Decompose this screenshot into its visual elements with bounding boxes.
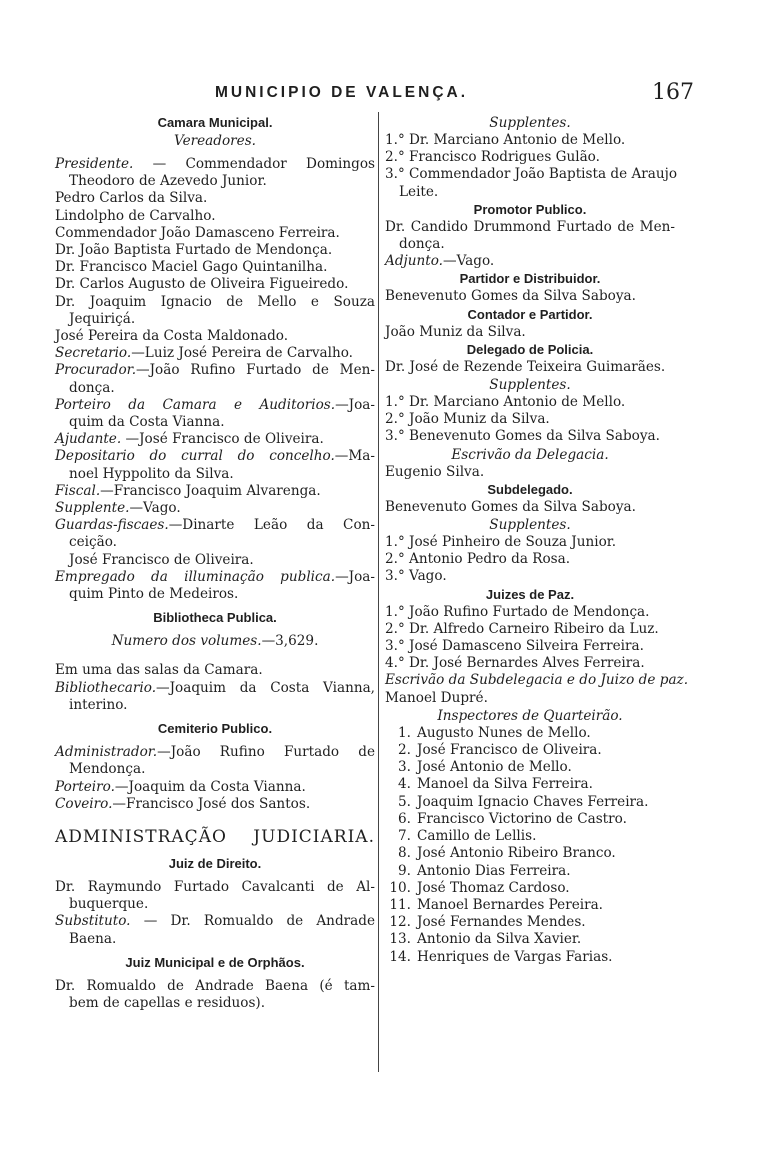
escrivao-juizo-heading: Escrivão da Subdelegacia e do Juizo de paz. xyxy=(385,672,689,689)
supplente-line: Supplente.—Vago. xyxy=(55,500,181,517)
escrivao-delegacia-name: Eugenio Silva. xyxy=(385,463,485,480)
camara-heading: Camara Municipal. xyxy=(157,115,273,130)
member-6-cont: Jequiriçá. xyxy=(69,310,136,327)
juiz-municipal-cont: bem de capellas e residuos). xyxy=(69,994,266,1011)
column-divider xyxy=(378,112,379,1072)
delegado-heading: Delegado de Policia. xyxy=(466,341,594,357)
member-0: Pedro Carlos da Silva. xyxy=(55,190,208,207)
inspector-11: 11. Manoel Bernardes Pereira. xyxy=(389,896,604,913)
subdelegado-supplente-2: 2.° Antonio Pedro da Rosa. xyxy=(385,551,571,568)
bibliotheca-location: Em uma das salas da Camara. xyxy=(55,662,263,679)
juiz-paz-4: 4.° Dr. José Bernardes Alves Ferreira. xyxy=(385,655,645,672)
member-6: Dr. Joaquim Ignacio de Mello e Souza xyxy=(55,293,375,310)
subdelegado-name: Benevenuto Gomes da Silva Saboya. xyxy=(385,498,636,515)
inspectores-heading: Inspectores de Quarteirão. xyxy=(437,707,623,724)
subdelegado-supplente-3: 3.° Vago. xyxy=(385,568,447,585)
promotor-line: Dr. Candido Drummond Furtado de Men- xyxy=(385,218,675,235)
guardas-cont: ceição. xyxy=(69,534,117,551)
judiciaria-heading: ADMINISTRAÇÃO JUDICIARIA. xyxy=(55,826,375,847)
inspector-1: 1. Augusto Nunes de Mello. xyxy=(398,724,591,741)
inspector-8: 8. José Antonio Ribeiro Branco. xyxy=(398,845,616,862)
volumes-line: Numero dos volumes.—3,629. xyxy=(111,633,319,650)
bibliothecario-cont: interino. xyxy=(69,696,128,713)
member-4: Dr. Francisco Maciel Gago Quintanilha. xyxy=(55,259,328,276)
member-2: Commendador João Damasceno Ferreira. xyxy=(55,224,340,241)
administrador-cont: Mendonça. xyxy=(69,761,146,778)
member-3: Dr. João Baptista Furtado de Mendonça. xyxy=(55,242,333,259)
juiz-municipal-heading: Juiz Municipal e de Orphãos. xyxy=(125,954,305,970)
member-1: Lindolpho de Carvalho. xyxy=(55,207,216,224)
page-number: 167 xyxy=(652,80,694,105)
inspector-14: 14. Henriques de Vargas Farias. xyxy=(389,948,613,965)
juiz-direito-line: Dr. Raymundo Furtado Cavalcanti de Al- xyxy=(55,878,375,895)
inspector-12: 12. José Fernandes Mendes. xyxy=(389,914,586,931)
contador-heading: Contador e Partidor. xyxy=(467,306,593,322)
guardas-second: José Francisco de Oliveira. xyxy=(69,551,254,568)
juiz-direito-cont: buquerque. xyxy=(69,896,149,913)
inspector-5: 5. Joaquim Ignacio Chaves Ferreira. xyxy=(398,793,649,810)
juiz-direito-heading: Juiz de Direito. xyxy=(168,855,262,871)
porteiro-cont: quim da Costa Vianna. xyxy=(69,414,225,431)
procurador-cont: donça. xyxy=(69,379,115,396)
delegado-supplente-2: 2.° João Muniz da Silva. xyxy=(385,411,550,428)
cemiterio-porteiro-line: Porteiro.—Joaquim da Costa Vianna. xyxy=(55,778,306,795)
procurador-line: Procurador.—João Rufino Furtado de Men- xyxy=(55,362,375,379)
escrivao-juizo-name: Manoel Dupré. xyxy=(385,689,488,706)
supplente-item-3-cont: Leite. xyxy=(399,183,439,200)
promotor-heading: Promotor Publico. xyxy=(473,201,587,217)
secretario-line: Secretario.—Luiz José Pereira de Carvalho. xyxy=(55,345,354,362)
inspector-9: 9. Antonio Dias Ferreira. xyxy=(398,862,571,879)
contador-name: João Muniz da Silva. xyxy=(385,323,526,340)
juiz-municipal-line: Dr. Romualdo de Andrade Baena (é tam- xyxy=(55,977,375,994)
supplente-item-2: 2.° Francisco Rodrigues Gulão. xyxy=(385,149,600,166)
empregado-cont: quim Pinto de Medeiros. xyxy=(69,586,239,603)
substituto-cont: Baena. xyxy=(69,930,117,947)
presidente-cont: Theodoro de Azevedo Junior. xyxy=(69,173,267,190)
presidente-line: Presidente. — Commendador Domingos xyxy=(55,156,375,172)
delegado-supplente-1: 1.° Dr. Marciano Antonio de Mello. xyxy=(385,394,626,411)
inspector-13: 13. Antonio da Silva Xavier. xyxy=(389,931,582,948)
cemiterio-heading: Cemiterio Publico. xyxy=(157,721,273,737)
empregado-line: Empregado da illuminação publica.—Joa- xyxy=(55,568,375,585)
running-head: MUNICIPIO DE VALENÇA. xyxy=(215,84,469,101)
subdelegado-supplentes-heading: Supplentes. xyxy=(489,517,571,534)
inspector-3: 3. José Antonio de Mello. xyxy=(398,759,572,776)
depositario-line: Depositario do curral do concelho.—Ma- xyxy=(55,448,375,465)
member-5: Dr. Carlos Augusto de Oliveira Figueiredo. xyxy=(55,276,349,293)
subdelegado-supplente-1: 1.° José Pinheiro de Souza Junior. xyxy=(385,534,617,551)
supplente-item-3: 3.° Commendador João Baptista de Araujo xyxy=(385,166,678,183)
inspector-10: 10. José Thomaz Cardoso. xyxy=(389,879,570,896)
guardas-line: Guardas-fiscaes.—Dinarte Leão da Con- xyxy=(55,517,375,534)
porteiro-line: Porteiro da Camara e Auditorios.—Joa- xyxy=(55,396,375,413)
inspector-4: 4. Manoel da Silva Ferreira. xyxy=(398,776,593,793)
ajudante-line: Ajudante. —José Francisco de Oliveira. xyxy=(55,431,324,448)
promotor-cont: donça. xyxy=(399,236,445,253)
supplente-item-1: 1.° Dr. Marciano Antonio de Mello. xyxy=(385,132,626,148)
right-column xyxy=(385,114,689,966)
depositario-cont: noel Hyppolito da Silva. xyxy=(69,465,234,482)
juiz-paz-2: 2.° Dr. Alfredo Carneiro Ribeiro da Luz. xyxy=(385,620,659,637)
supplentes-heading: Supplentes. xyxy=(489,115,571,131)
delegado-supplente-3: 3.° Benevenuto Gomes da Silva Saboya. xyxy=(385,428,660,445)
juiz-paz-3: 3.° José Damasceno Silveira Ferreira. xyxy=(385,638,644,655)
juiz-paz-1: 1.° João Rufino Furtado de Mendonça. xyxy=(385,603,650,620)
inspector-6: 6. Francisco Victorino de Castro. xyxy=(398,810,627,827)
member-7: José Pereira da Costa Maldonado. xyxy=(55,328,289,345)
vereadores-heading: Vereadores. xyxy=(174,133,256,149)
juizes-paz-heading: Juizes de Paz. xyxy=(485,586,575,602)
substituto-line: Substituto. — Dr. Romualdo de Andrade xyxy=(55,913,375,930)
administrador-line: Administrador.—João Rufino Furtado de xyxy=(55,744,375,761)
fiscal-line: Fiscal.—Francisco Joaquim Alvarenga. xyxy=(55,482,321,499)
partidor-distribuidor-heading: Partidor e Distribuidor. xyxy=(459,271,601,287)
subdelegado-heading: Subdelegado. xyxy=(487,481,573,497)
escrivao-delegacia-heading: Escrivão da Delegacia. xyxy=(451,446,609,463)
delegado-supplentes-heading: Supplentes. xyxy=(489,377,571,394)
bibliothecario-line: Bibliothecario.—Joaquim da Costa Vianna, xyxy=(55,679,375,696)
partidor-distribuidor-name: Benevenuto Gomes da Silva Saboya. xyxy=(385,288,636,305)
inspector-2: 2. José Francisco de Oliveira. xyxy=(398,742,602,759)
adjunto-line: Adjunto.—Vago. xyxy=(385,253,495,270)
left-column xyxy=(55,114,375,1012)
delegado-name: Dr. José de Rezende Teixeira Guimarães. xyxy=(385,358,666,375)
coveiro-line: Coveiro.—Francisco José dos Santos. xyxy=(55,795,311,812)
inspector-7: 7. Camillo de Lellis. xyxy=(398,828,537,845)
bibliotheca-heading: Bibliotheca Publica. xyxy=(153,610,277,626)
